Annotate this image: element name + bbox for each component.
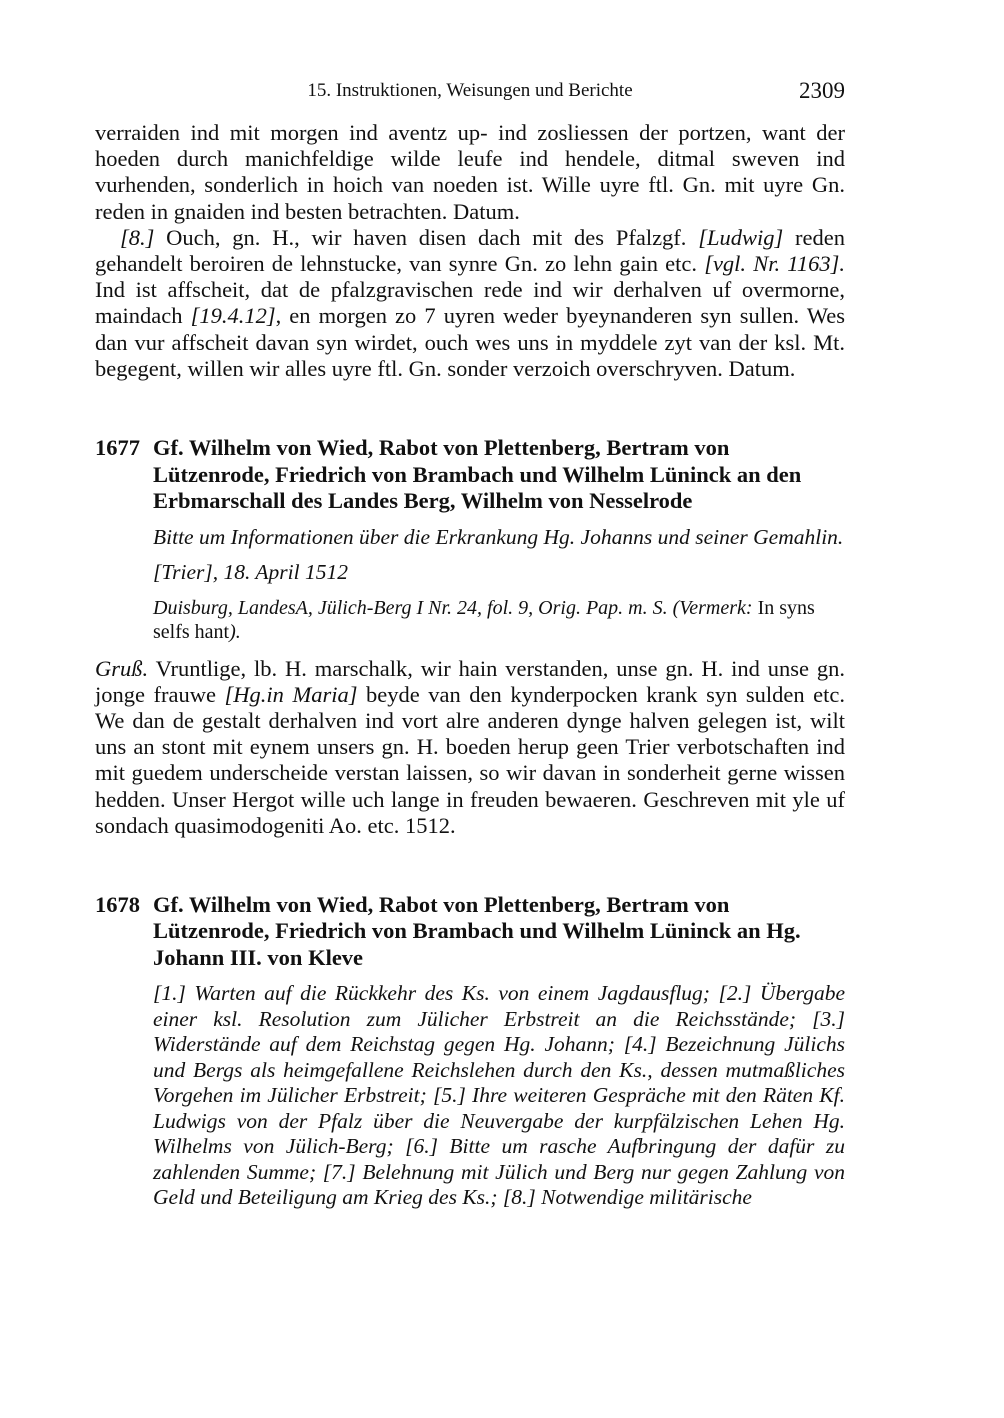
entry-date: [Trier], 18. April 1512	[153, 560, 348, 585]
entry-source	[153, 596, 845, 644]
text-run: , en morgen zo 7 uyren weder byeynanderen syn sullen. Wes dan vur affscheit davan syn wirdet, ouch wes uns in myddele zyt van der ksl. Mt. begegent, willen wir alles uyre ftl. Gn. sonder verzoich overschryven. Datum.	[95, 303, 845, 381]
entry-title: Gf. Wilhelm von Wied, Rabot von Plettenberg, Bertram von Lützenrode, Friedrich von Brambach und Wilhelm Lüninck an den Erbmarschall des Landes Berg, Wilhelm von Nesselrode	[153, 435, 802, 514]
editorial-note: [Hg.in Maria]	[224, 681, 358, 707]
entry-number: 1677	[95, 435, 140, 461]
running-title: 15. Instruktionen, Weisungen und Berichte	[307, 80, 633, 101]
editorial-note: [vgl. Nr. 1163].	[704, 251, 845, 277]
continuation-paragraph-2	[95, 225, 845, 382]
source-quote: In syns selfs hant	[153, 596, 815, 643]
text-run: Ind ist affscheit, dat de pfalzgravischen rede ind wir derhalven uf overmorne, maindach	[95, 277, 845, 329]
editorial-note: [Ludwig]	[698, 224, 784, 250]
continuation-text	[95, 120, 845, 382]
entry-heading	[95, 435, 845, 515]
source-text: Duisburg, LandesA, Jülich-Berg I Nr. 24, fol. 9, Orig. Pap. m. S. (Vermerk:	[153, 596, 758, 619]
text-run: reden gehandelt beroiren de lehnstucke, van synre Gn. zo lehn gain etc.	[95, 224, 845, 277]
entry-1678	[95, 892, 845, 1211]
entry-regest: Bitte um Informationen über die Erkrankung Hg. Johanns und seiner Gemahlin.	[153, 524, 844, 549]
text-run: beyde van den kynderpocken krank syn sulden etc. We dan de gestalt derhalven ind vort alre anderen dynge halven gelegen ist, wilt uns an stont mit eynem unsers gn. H. boeden herup geen Trier verbotschaften ind mit guedem underscheide verstan laissen, so wir davan in sonderheit gerne wissen hedden. Unser Hergot wille uch lange in freuden bewaeren. Geschreven mit yle uf sondach quasimodogeniti Ao. etc. 1512.	[95, 681, 846, 838]
editorial-note: [19.4.12]	[190, 303, 276, 329]
entry-regest: [1.] Warten auf die Rückkehr des Ks. von einem Jagdausflug; [2.] Übergabe einer ksl. Resolution zum Jülicher Erbstreit an die Reichsstände; [3.] Widerstände auf dem Reichstag gegen Hg. Johann; [4.] Bezeichnung Jülichs und Bergs als heimgefallene Reichslehen durch den Ks., dessen mutmaßliches Vorgehen im Jülicher Erbstreit; [5.] Ihre weiteren Gespräche mit den Räten Kf. Ludwigs von der Pfalz über die Neuvergabe der kurpfälzischen Lehen Hg. Wilhelms von Jülich-Berg; [6.] Bitte um rasche Aufbringung der dafür zu zahlenden Summe; [7.] Belehnung mit Jülich und Berg nur gegen Zahlung von Geld und Beteiligung am Krieg des Ks.; [8.] Notwendige militärische	[153, 981, 845, 1210]
greeting: Gruß.	[95, 655, 149, 681]
entry-title: Gf. Wilhelm von Wied, Rabot von Plettenberg, Bertram von Lützenrode, Friedrich von Brambach und Wilhelm Lüninck an Hg. Johann III. von Kleve	[153, 891, 801, 970]
entry-1677	[95, 435, 845, 839]
text-run: Ouch, gn. H., wir haven disen dach mit des Pfalzgf.	[154, 224, 699, 250]
document-page	[95, 78, 845, 1211]
source-text: ).	[229, 620, 241, 643]
section-number: [8.]	[120, 224, 155, 250]
entry-body	[95, 656, 845, 839]
entry-meta	[153, 981, 845, 1211]
page-header	[95, 78, 845, 108]
continuation-paragraph-1: verraiden ind mit morgen ind aventz up- ind zosliessen der portzen, want der hoeden durch manichfeldige wilde leufe ind hendele, ditmal sweven ind vurhenden, sonderlich in hoich van noeden ist. Wille uyre ftl. Gn. mit uyre Gn. reden in gnaiden ind besten betrachten. Datum.	[95, 120, 845, 224]
page-number: 2309	[799, 78, 845, 103]
entry-meta	[153, 525, 845, 644]
entry-heading	[95, 892, 845, 972]
text-run: Vruntlige, lb. H. marschalk, wir hain verstanden, unse gn. H. ind unse gn. jonge frauwe	[95, 655, 845, 707]
entry-number: 1678	[95, 891, 140, 917]
